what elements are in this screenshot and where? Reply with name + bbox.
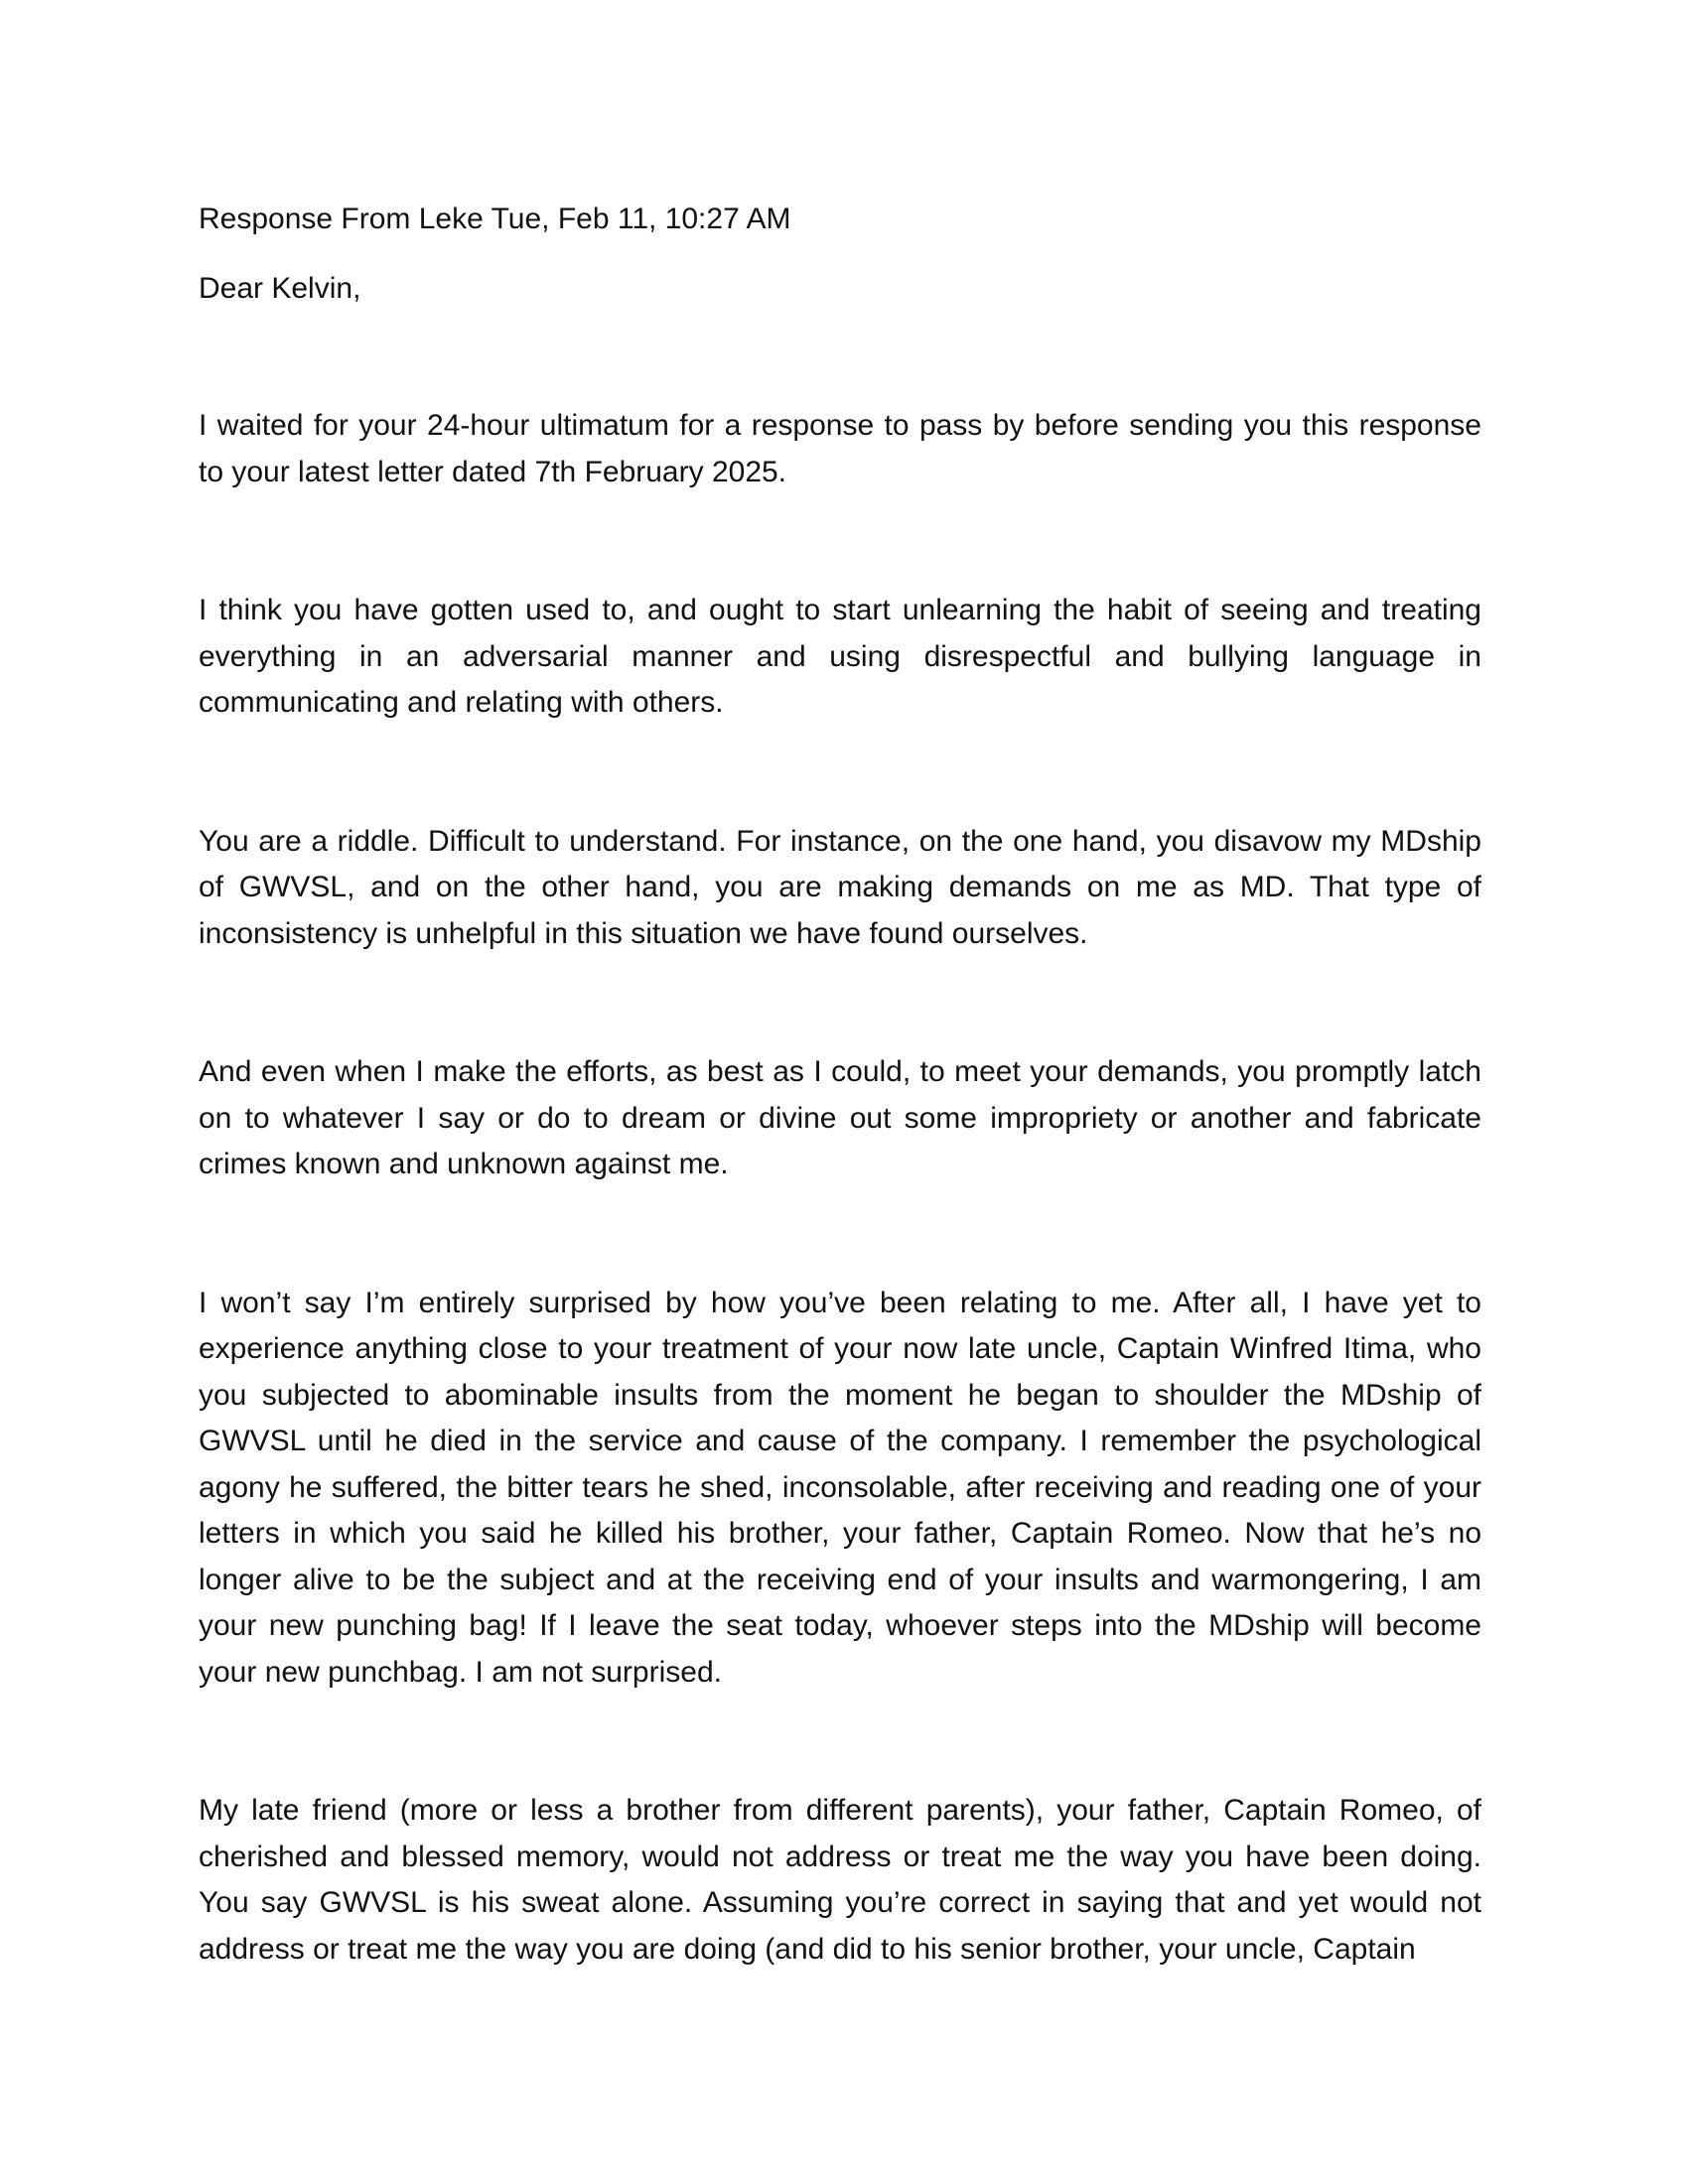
paragraph-2: I think you have gotten used to, and ought to start unlearning the habit of seeing and treating everything in an adversarial manner and using disrespectful and bullying language in communicating and relating with others. [199, 594, 1481, 719]
salutation: Dear Kelvin, [199, 272, 361, 305]
paragraph-1: I waited for your 24-hour ultimatum for a response to pass by before sending you this response to your latest letter dated 7th February 2025. [199, 409, 1481, 488]
paragraph-6: My late friend (more or less a brother from different parents), your father, Captain Romeo, of cherished and blessed memory, would not address or treat me the way you have been doing. You say GWVSL is his sweat alone. Assuming you’re correct in saying that and yet would not address or treat me the way you are doing (and did to his senior brother, your uncle, Captain [199, 1794, 1481, 1966]
paragraph-4: And even when I make the efforts, as best as I could, to meet your demands, you promptly latch on to whatever I say or do to dream or divine out some impropriety or another and fabricate crimes known and unknown against me. [199, 1055, 1481, 1180]
letter-header: Response From Leke Tue, Feb 11, 10:27 AM [199, 203, 791, 235]
paragraph-5: I won’t say I’m entirely surprised by how you’ve been relating to me. After all, I have yet to experience anything close to your treatment of your now late uncle, Captain Winfred Itima, who you subjected to abominable insults from the moment he began to shoulder the MDship of GWVSL until he died in the service and cause of the company. I remember the psychological agony he suffered, the bitter tears he shed, inconsolable, after receiving and reading one of your letters in which you said he killed his brother, your father, Captain Romeo. Now that he’s no longer alive to be the subject and at the receiving end of your insults and warmongering, I am your new punching bag! If I leave the seat today, whoever steps into the MDship will become your new punchbag. I am not surprised. [199, 1286, 1481, 1689]
letter-page [199, 196, 1481, 1973]
paragraph-3: You are a riddle. Difficult to understand. For instance, on the one hand, you disavow my MDship of GWVSL, and on the other hand, you are making demands on me as MD. That type of inconsistency is unhelpful in this situation we have found ourselves. [199, 824, 1481, 950]
